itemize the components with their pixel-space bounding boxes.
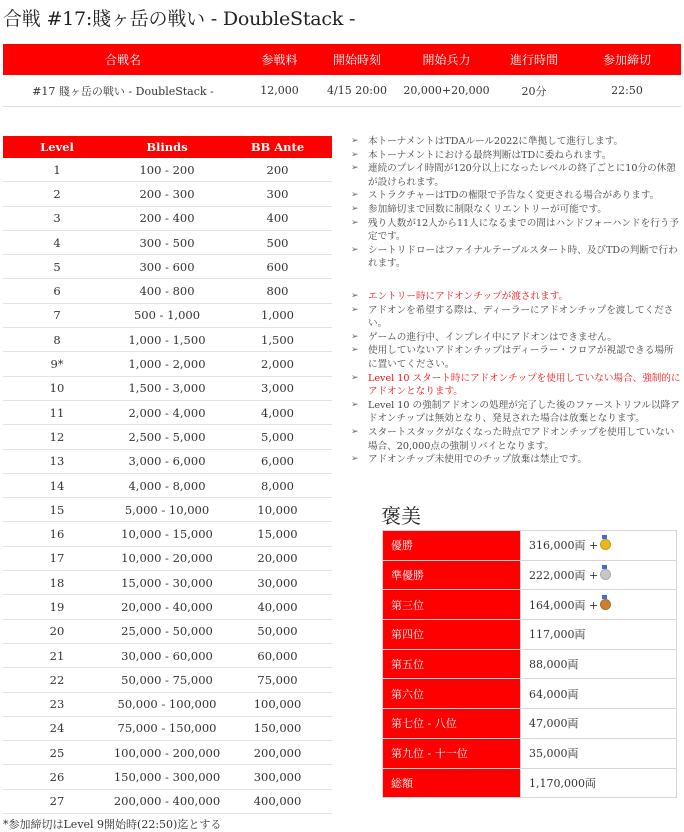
note-text: 参加締切まで回数に制限なくリエントリーが可能です。 bbox=[368, 203, 607, 215]
level-row bbox=[3, 182, 332, 206]
prize-row bbox=[383, 768, 677, 798]
level-blinds: 2,000 - 4,000 bbox=[111, 400, 223, 424]
level-blinds: 15,000 - 30,000 bbox=[111, 571, 223, 595]
note-item bbox=[351, 399, 682, 426]
level-blinds: 4,000 - 8,000 bbox=[111, 473, 223, 497]
arrow-bullet-icon: ➢ bbox=[351, 331, 359, 342]
level-ante: 1,500 bbox=[223, 328, 332, 352]
prize-table bbox=[382, 530, 677, 798]
silver-medal-icon bbox=[600, 569, 611, 580]
info-row bbox=[3, 75, 681, 107]
level-blinds: 50,000 - 75,000 bbox=[111, 668, 223, 692]
level-number: 24 bbox=[3, 716, 111, 740]
level-blinds: 2,500 - 5,000 bbox=[111, 425, 223, 449]
level-number: 2 bbox=[3, 182, 111, 206]
level-row bbox=[3, 255, 332, 279]
level-number: 25 bbox=[3, 741, 111, 765]
level-blinds: 5,000 - 10,000 bbox=[111, 498, 223, 522]
note-item bbox=[351, 344, 682, 371]
prize-place: 準優勝 bbox=[383, 560, 521, 590]
note-text: 本トーナメントにおける最終判断はTDに委ねられます。 bbox=[368, 149, 612, 161]
prize-title: 褒美 bbox=[381, 504, 421, 528]
level-ante: 8,000 bbox=[223, 473, 332, 497]
level-ante: 20,000 bbox=[223, 546, 332, 570]
levels-body bbox=[3, 158, 332, 814]
prize-amount bbox=[521, 620, 677, 650]
level-number: 5 bbox=[3, 255, 111, 279]
level-number: 17 bbox=[3, 546, 111, 570]
prize-amount bbox=[521, 679, 677, 709]
info-header-row bbox=[3, 44, 681, 75]
level-blinds: 500 - 1,000 bbox=[111, 303, 223, 327]
prize-place: 第九位 - 十一位 bbox=[383, 738, 521, 768]
level-row bbox=[3, 279, 332, 303]
level-row bbox=[3, 546, 332, 570]
arrow-bullet-icon: ➢ bbox=[351, 426, 359, 437]
prize-row bbox=[383, 590, 677, 620]
note-text: シートリドローはファイナルテーブルスタート時、及びTDの判断で行われます。 bbox=[368, 244, 678, 270]
info-header-fee: 参戦料 bbox=[243, 44, 316, 75]
level-ante: 75,000 bbox=[223, 668, 332, 692]
note-item bbox=[351, 290, 682, 304]
level-number: 4 bbox=[3, 230, 111, 254]
note-item bbox=[351, 217, 682, 244]
level-blinds: 200,000 - 400,000 bbox=[111, 789, 223, 813]
note-item bbox=[351, 189, 682, 203]
prize-place: 第六位 bbox=[383, 679, 521, 709]
prize-row bbox=[383, 709, 677, 739]
levels-header-ante: BB Ante bbox=[223, 136, 332, 158]
level-ante: 2,000 bbox=[223, 352, 332, 376]
info-start-time: 4/15 20:00 bbox=[316, 75, 398, 107]
level-blinds: 400 - 800 bbox=[111, 279, 223, 303]
level-row bbox=[3, 741, 332, 765]
note-item bbox=[351, 304, 682, 331]
arrow-bullet-icon: ➢ bbox=[351, 244, 359, 255]
level-number: 14 bbox=[3, 473, 111, 497]
note-item bbox=[351, 426, 682, 453]
level-blinds: 50,000 - 100,000 bbox=[111, 692, 223, 716]
level-blinds: 200 - 300 bbox=[111, 182, 223, 206]
level-blinds: 1,000 - 2,000 bbox=[111, 352, 223, 376]
level-ante: 3,000 bbox=[223, 376, 332, 400]
prize-row bbox=[383, 531, 677, 561]
prize-amount-text: 164,000両 + bbox=[529, 598, 599, 612]
info-start-stack: 20,000+20,000 bbox=[398, 75, 495, 107]
level-blinds: 30,000 - 60,000 bbox=[111, 643, 223, 667]
addon-notes-list bbox=[351, 290, 682, 467]
level-number: 27 bbox=[3, 789, 111, 813]
level-ante: 60,000 bbox=[223, 643, 332, 667]
level-ante: 400 bbox=[223, 206, 332, 230]
level-row bbox=[3, 425, 332, 449]
level-number: 7 bbox=[3, 303, 111, 327]
note-item bbox=[351, 162, 682, 189]
level-blinds: 10,000 - 20,000 bbox=[111, 546, 223, 570]
level-row bbox=[3, 449, 332, 473]
info-header-start-time: 開始時刻 bbox=[316, 44, 398, 75]
prize-amount bbox=[521, 709, 677, 739]
level-ante: 15,000 bbox=[223, 522, 332, 546]
note-item bbox=[351, 203, 682, 217]
prize-row bbox=[383, 679, 677, 709]
level-ante: 200,000 bbox=[223, 741, 332, 765]
prize-amount bbox=[521, 649, 677, 679]
note-text: 使用していないアドオンチップはディーラー・フロアが視認できる場所に置いてください。 bbox=[368, 345, 674, 370]
note-text: ストラクチャーはTDの権限で予告なく変更される場合があります。 bbox=[368, 190, 660, 202]
prize-place: 第五位 bbox=[383, 649, 521, 679]
level-row bbox=[3, 765, 332, 789]
gold-medal-icon bbox=[600, 539, 611, 550]
note-text: 本トーナメントはTDAルール2022に準拠して進行します。 bbox=[368, 136, 624, 147]
level-number: 19 bbox=[3, 595, 111, 619]
level-row bbox=[3, 668, 332, 692]
note-text: Level 10 スタート時にアドオンチップを使用していない場合、強制的にアドオンとなります。 bbox=[368, 372, 681, 398]
info-fee: 12,000 bbox=[243, 75, 316, 107]
note-item bbox=[351, 453, 682, 467]
note-text: アドオンを希望する際は、ディーラーにアドオンチップを渡してください。 bbox=[368, 304, 674, 330]
prize-place: 総額 bbox=[383, 768, 521, 798]
info-name: #17 賤ヶ岳の戦い - DoubleStack - bbox=[3, 75, 243, 107]
level-number: 23 bbox=[3, 692, 111, 716]
arrow-bullet-icon: ➢ bbox=[351, 372, 359, 383]
level-number: 3 bbox=[3, 206, 111, 230]
level-row bbox=[3, 716, 332, 740]
level-row bbox=[3, 789, 332, 813]
prize-place: 第四位 bbox=[383, 620, 521, 650]
level-blinds: 150,000 - 300,000 bbox=[111, 765, 223, 789]
prize-place: 第七位 - 八位 bbox=[383, 709, 521, 739]
note-item bbox=[351, 244, 682, 271]
level-blinds: 20,000 - 40,000 bbox=[111, 595, 223, 619]
note-item bbox=[351, 149, 682, 163]
prize-amount-text: 316,000両 + bbox=[529, 539, 599, 553]
level-blinds: 1,000 - 1,500 bbox=[111, 328, 223, 352]
level-row bbox=[3, 571, 332, 595]
level-row bbox=[3, 692, 332, 716]
blind-structure-table bbox=[3, 136, 332, 814]
level-blinds: 25,000 - 50,000 bbox=[111, 619, 223, 643]
rules-notes-list bbox=[351, 135, 682, 271]
level-blinds: 1,500 - 3,000 bbox=[111, 376, 223, 400]
arrow-bullet-icon: ➢ bbox=[351, 190, 359, 201]
level-ante: 300,000 bbox=[223, 765, 332, 789]
level-ante: 4,000 bbox=[223, 400, 332, 424]
prize-amount-text: 1,170,000両 bbox=[529, 776, 596, 790]
arrow-bullet-icon: ➢ bbox=[351, 163, 359, 174]
level-number: 13 bbox=[3, 449, 111, 473]
prize-amount-text: 222,000両 + bbox=[529, 569, 599, 583]
arrow-bullet-icon: ➢ bbox=[351, 136, 359, 146]
level-number: 12 bbox=[3, 425, 111, 449]
level-number: 11 bbox=[3, 400, 111, 424]
prize-row bbox=[383, 649, 677, 679]
note-text: アドオンチップ未使用でのチップ放棄は禁止です。 bbox=[368, 454, 588, 466]
arrow-bullet-icon: ➢ bbox=[351, 399, 359, 410]
level-number: 10 bbox=[3, 376, 111, 400]
level-row bbox=[3, 643, 332, 667]
level-number: 9* bbox=[3, 352, 111, 376]
level-row bbox=[3, 473, 332, 497]
prize-body bbox=[383, 531, 677, 798]
level-blinds: 200 - 400 bbox=[111, 206, 223, 230]
level-ante: 6,000 bbox=[223, 449, 332, 473]
level-row bbox=[3, 498, 332, 522]
level-ante: 1,000 bbox=[223, 303, 332, 327]
prize-row bbox=[383, 560, 677, 590]
prize-amount bbox=[521, 560, 677, 590]
level-ante: 30,000 bbox=[223, 571, 332, 595]
levels-header-row bbox=[3, 136, 332, 158]
info-header-late-reg: 参加締切 bbox=[573, 44, 681, 75]
level-row bbox=[3, 158, 332, 182]
level-ante: 40,000 bbox=[223, 595, 332, 619]
level-number: 22 bbox=[3, 668, 111, 692]
level-number: 20 bbox=[3, 619, 111, 643]
prize-place: 優勝 bbox=[383, 531, 521, 561]
arrow-bullet-icon: ➢ bbox=[351, 217, 359, 228]
level-number: 18 bbox=[3, 571, 111, 595]
prize-amount-text: 47,000両 bbox=[529, 717, 579, 731]
level-ante: 150,000 bbox=[223, 716, 332, 740]
prize-row bbox=[383, 620, 677, 650]
level-row bbox=[3, 206, 332, 230]
arrow-bullet-icon: ➢ bbox=[351, 149, 359, 160]
tournament-info-table bbox=[3, 44, 681, 107]
level-row bbox=[3, 595, 332, 619]
note-text: スタートスタックがなくなった時点でアドオンチップを使用していない場合、20,000点の強制リバイとなります。 bbox=[368, 426, 675, 452]
level-ante: 800 bbox=[223, 279, 332, 303]
level-row bbox=[3, 328, 332, 352]
level-ante: 10,000 bbox=[223, 498, 332, 522]
prize-amount-text: 117,000両 bbox=[529, 628, 586, 642]
levels-header-level: Level bbox=[3, 136, 111, 158]
note-item bbox=[351, 135, 682, 149]
level-number: 6 bbox=[3, 279, 111, 303]
level-ante: 50,000 bbox=[223, 619, 332, 643]
info-late-reg: 22:50 bbox=[573, 75, 681, 107]
note-text: 残り人数が12人から11人になるまでの間はハンドフォーハンドを行う予定です。 bbox=[368, 217, 679, 243]
prize-amount-text: 64,000両 bbox=[529, 687, 579, 701]
arrow-bullet-icon: ➢ bbox=[351, 203, 359, 214]
level-row bbox=[3, 230, 332, 254]
levels-header-blinds: Blinds bbox=[111, 136, 223, 158]
info-level-time: 20分 bbox=[495, 75, 573, 107]
arrow-bullet-icon: ➢ bbox=[351, 304, 359, 315]
prize-amount bbox=[521, 768, 677, 798]
info-header-level-time: 進行時間 bbox=[495, 44, 573, 75]
info-header-start-stack: 開始兵力 bbox=[398, 44, 495, 75]
level-ante: 5,000 bbox=[223, 425, 332, 449]
prize-place: 第三位 bbox=[383, 590, 521, 620]
level-blinds: 300 - 600 bbox=[111, 255, 223, 279]
prize-amount-text: 88,000両 bbox=[529, 658, 579, 672]
level-blinds: 100,000 - 200,000 bbox=[111, 741, 223, 765]
level-blinds: 75,000 - 150,000 bbox=[111, 716, 223, 740]
prize-row bbox=[383, 738, 677, 768]
arrow-bullet-icon: ➢ bbox=[351, 454, 359, 465]
prize-amount bbox=[521, 738, 677, 768]
page-title: 合戦 #17:賤ヶ岳の戦い - DoubleStack - bbox=[3, 8, 356, 30]
arrow-bullet-icon: ➢ bbox=[351, 345, 359, 356]
level-number: 8 bbox=[3, 328, 111, 352]
arrow-bullet-icon: ➢ bbox=[351, 291, 359, 301]
late-reg-footnote: *参加締切はLevel 9開始時(22:50)迄とする bbox=[3, 818, 222, 831]
level-row bbox=[3, 352, 332, 376]
level-ante: 200 bbox=[223, 158, 332, 182]
info-header-name: 合戦名 bbox=[3, 44, 243, 75]
level-blinds: 10,000 - 15,000 bbox=[111, 522, 223, 546]
prize-amount bbox=[521, 531, 677, 561]
level-blinds: 3,000 - 6,000 bbox=[111, 449, 223, 473]
level-blinds: 100 - 200 bbox=[111, 158, 223, 182]
bronze-medal-icon bbox=[600, 599, 611, 610]
level-number: 15 bbox=[3, 498, 111, 522]
prize-amount bbox=[521, 590, 677, 620]
level-number: 21 bbox=[3, 643, 111, 667]
level-ante: 300 bbox=[223, 182, 332, 206]
note-text: Level 10 の強制アドオンの処理が完了した後のファーストリフル以降アドオンチップは無効となり、発見された場合は放棄となります。 bbox=[368, 399, 680, 425]
level-number: 26 bbox=[3, 765, 111, 789]
note-text: 連続のプレイ時間が120分以上になったレベルの終了ごとに10分の休憩が設けられます。 bbox=[368, 163, 676, 188]
level-row bbox=[3, 522, 332, 546]
level-row bbox=[3, 303, 332, 327]
level-ante: 600 bbox=[223, 255, 332, 279]
note-text: ゲームの進行中、インプレイ中にアドオンはできません。 bbox=[368, 331, 617, 343]
level-row bbox=[3, 376, 332, 400]
level-ante: 400,000 bbox=[223, 789, 332, 813]
level-row bbox=[3, 619, 332, 643]
note-item bbox=[351, 331, 682, 345]
level-ante: 500 bbox=[223, 230, 332, 254]
level-number: 16 bbox=[3, 522, 111, 546]
level-row bbox=[3, 400, 332, 424]
level-number: 1 bbox=[3, 158, 111, 182]
note-item bbox=[351, 372, 682, 399]
note-text: エントリー時にアドオンチップが渡されます。 bbox=[368, 291, 569, 302]
level-blinds: 300 - 500 bbox=[111, 230, 223, 254]
prize-amount-text: 35,000両 bbox=[529, 747, 579, 761]
level-ante: 100,000 bbox=[223, 692, 332, 716]
